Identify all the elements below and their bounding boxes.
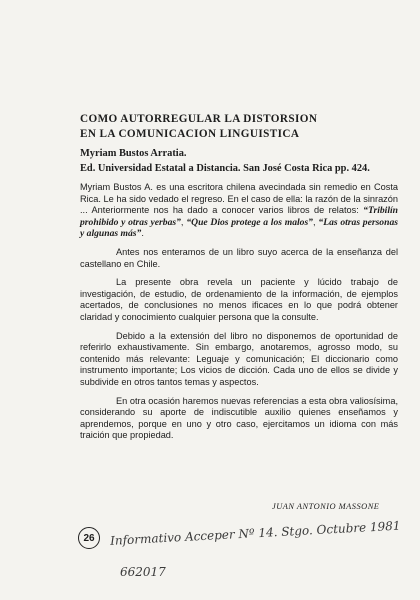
paragraph-2: Antes nos enteramos de un libro suyo acerca de la enseñanza del castellano en Chile.: [80, 246, 398, 269]
article-body: [80, 182, 398, 449]
handwritten-code: 662017: [120, 565, 166, 579]
handwritten-note: Informativo Acceper Nº 14. Stgo. Octubre 1981: [109, 518, 401, 548]
paragraph-4: Debido a la extensión del libro no disponemos de oportunidad de referirlo exhaustivamente. Sin embargo, anotaremos, agrosso modo, su contenido más relevante: Leguaje y comunicación; El diccionario como instrumento importante; Los vicios de dicción. Cada uno de ellos se divide y subdivide en otros tantos temas y aspectos.: [80, 330, 398, 387]
paragraph-1-text-c: ,: [312, 216, 319, 227]
title-line-2: EN LA COMUNICACION LINGUISTICA: [80, 128, 300, 140]
book-author: Myriam Bustos Arratia.: [80, 148, 187, 159]
paragraph-1: [80, 182, 398, 240]
page-number: 26: [78, 527, 100, 549]
paragraph-3: La presente obra revela un paciente y lúcido trabajo de investigación, de estudio, de ordenamiento de la información, de ejemplos acertados, de conclusiones no menos ificaces en lo que podrá obtener claridad y conocimiento cualquier persona que la consulte.: [80, 277, 398, 322]
article-title: [80, 112, 380, 142]
book-publisher: Ed. Universidad Estatal a Distancia. San José Costa Rica pp. 424.: [80, 163, 370, 174]
paragraph-1-text-b: ,: [180, 216, 187, 227]
paragraph-5: En otra ocasión haremos nuevas referencias a esta obra valiosísima, considerando su aporte de indiscutible auxilio quienes enseñamos y aprendemos, porque en uno y otro caso, ejercitamos un idioma con más traición que propiedad.: [80, 395, 398, 441]
book-title-1: “Tribilín prohibido y otras yerbas”: [80, 205, 398, 228]
book-reference: [80, 146, 400, 176]
book-title-2: “Que Dios protege a los malos”: [186, 216, 313, 228]
paragraph-1-text-d: .: [141, 228, 144, 239]
title-line-1: COMO AUTORREGULAR LA DISTORSION: [80, 113, 318, 125]
article-signature: JUAN ANTONIO MASSONE: [272, 502, 380, 511]
book-title-3: “Las otras personas y algunas más”: [80, 216, 398, 240]
paragraph-1-text-a: Myriam Bustos A. es una escritora chilena avecindada sin remedio en Costa Rica. Le ha sido vedado el regreso. En el caso de ella: la razón de la sinrazón ... Anteriormente nos ha dado a conocer varios libros de relatos:: [80, 182, 398, 216]
